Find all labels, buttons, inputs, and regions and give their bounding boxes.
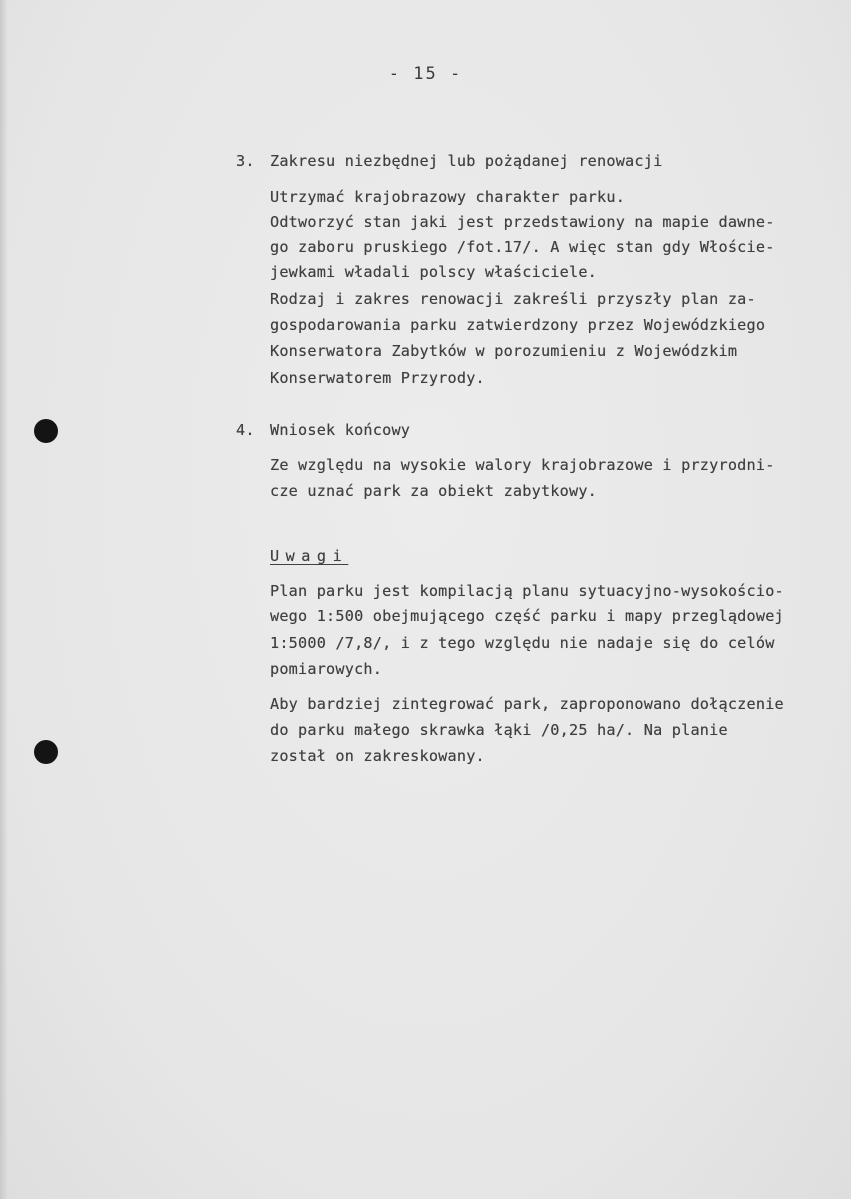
- section-3-line: jewkami władali polscy właściciele.: [270, 263, 598, 281]
- punch-hole-bottom: [34, 740, 58, 764]
- remarks-line: został on zakreskowany.: [270, 747, 485, 765]
- section-3-line: Utrzymać krajobrazowy charakter parku.: [270, 188, 626, 206]
- section-3-line: Konserwatorem Przyrody.: [270, 369, 485, 387]
- page-edge-shadow: [0, 0, 8, 1199]
- section-4-title: Wniosek końcowy: [270, 421, 411, 439]
- remarks-line: Aby bardziej zintegrować park, zaproponowano dołączenie: [270, 695, 784, 713]
- punch-hole-top: [34, 419, 58, 443]
- section-3-title: Zakresu niezbędnej lub pożądanej renowacji: [270, 152, 663, 170]
- remarks-heading: Uwagi: [270, 547, 349, 565]
- section-3-line: Odtworzyć stan jaki jest przedstawiony na mapie dawne-: [270, 213, 775, 231]
- remarks-line: Plan parku jest kompilacją planu sytuacyjno-wysokościo-: [270, 582, 784, 600]
- remarks-line: wego 1:500 obejmującego część parku i mapy przeglądowej: [270, 607, 784, 625]
- section-4-line: cze uznać park za obiekt zabytkowy.: [270, 482, 598, 500]
- remarks-line: pomiarowych.: [270, 660, 383, 678]
- section-4-number: 4.: [236, 421, 255, 439]
- remarks-line: do parku małego skrawka łąki /0,25 ha/. Na planie: [270, 721, 728, 739]
- section-3-line: Rodzaj i zakres renowacji zakreśli przyszły plan za-: [270, 290, 756, 308]
- section-4-line: Ze względu na wysokie walory krajobrazowe i przyrodni-: [270, 456, 775, 474]
- section-3-line: go zaboru pruskiego /fot.17/. A więc stan gdy Włoście-: [270, 238, 775, 256]
- section-3-line: Konserwatora Zabytków w porozumieniu z Wojewódzkim: [270, 342, 738, 360]
- section-3-line: gospodarowania parku zatwierdzony przez Wojewódzkiego: [270, 316, 766, 334]
- section-3-number: 3.: [236, 152, 255, 170]
- page-number: - 15 -: [388, 64, 463, 84]
- remarks-line: 1:5000 /7,8/, i z tego względu nie nadaje się do celów: [270, 634, 775, 652]
